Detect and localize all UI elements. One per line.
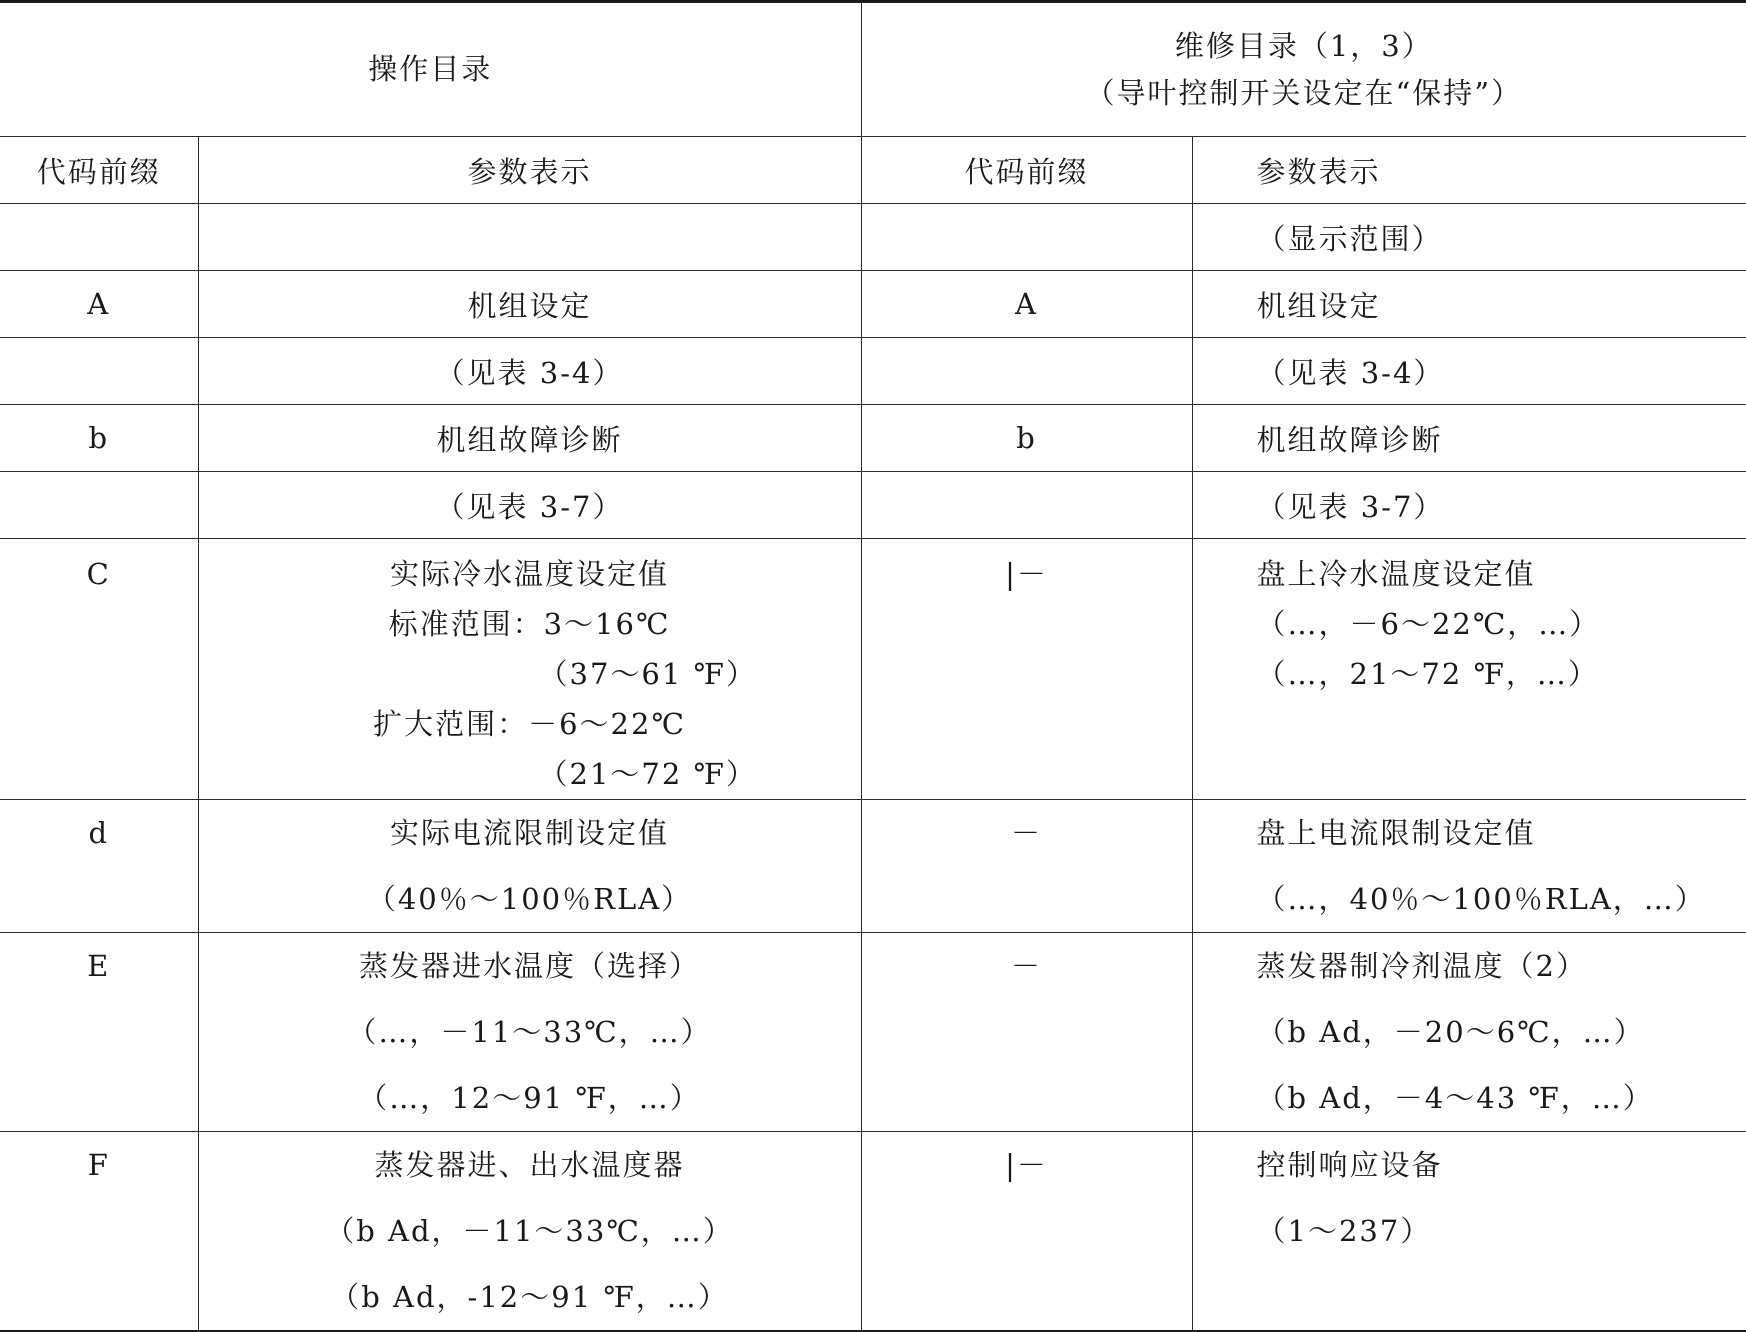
cell-param-service: 机组设定: [1192, 271, 1746, 338]
param-line: （b Ad，－4～43 ℉，…）: [1256, 1081, 1654, 1115]
column-header-param-service: 参数表示: [1192, 137, 1746, 204]
cell-param: 机组故障诊断: [198, 405, 861, 472]
table-row: [0, 472, 1746, 539]
table-row: [0, 539, 1746, 800]
cell-param: [198, 800, 861, 933]
cell-prefix: b: [0, 405, 198, 472]
table-row: [0, 338, 1746, 405]
param-line: （21～72 ℉）: [538, 757, 757, 791]
table-row: [0, 204, 1746, 271]
table-header-row-top: [0, 2, 1746, 137]
cell-empty: [0, 472, 198, 539]
cell-param-service: [1192, 539, 1746, 800]
cell-param: （见表 3-7）: [198, 472, 861, 539]
param-line: 实际电流限制设定值: [390, 816, 670, 850]
param-line: （37～61 ℉）: [538, 657, 757, 691]
service-directory-header: [861, 2, 1746, 137]
cell-prefix: E: [0, 933, 198, 1132]
cell-empty: [861, 204, 1192, 271]
cell-param: [198, 933, 861, 1132]
param-line: （…，21～72 ℉，…）: [1256, 657, 1599, 691]
param-line: （…，－6～22℃，…）: [1256, 607, 1601, 641]
cell-prefix: C: [0, 539, 198, 800]
cell-param-service: （见表 3-7）: [1192, 472, 1746, 539]
cell-display-range: （显示范围）: [1192, 204, 1746, 271]
table-row: [0, 800, 1746, 933]
table-row: [0, 933, 1746, 1132]
column-header-prefix: 代码前缀: [0, 137, 198, 204]
cell-empty: [0, 204, 198, 271]
operation-directory-header: 操作目录: [0, 2, 861, 137]
cell-prefix-service: A: [861, 271, 1192, 338]
param-line: 蒸发器进水温度（选择）: [359, 949, 701, 983]
column-header-param: 参数表示: [198, 137, 861, 204]
cell-param: 机组设定: [198, 271, 861, 338]
param-line: （…，40％～100％RLA，…）: [1256, 882, 1706, 916]
cell-prefix-service: －: [861, 800, 1192, 933]
cell-prefix: F: [0, 1132, 198, 1332]
cell-param: （见表 3-4）: [198, 338, 861, 405]
param-line: 控制响应设备: [1256, 1148, 1443, 1182]
param-line: （b Ad，-12～91 ℉，…）: [330, 1280, 729, 1314]
cell-prefix-service: b: [861, 405, 1192, 472]
cell-prefix-service: －: [861, 933, 1192, 1132]
service-directory-title: 维修目录（1，3）: [1174, 29, 1433, 64]
param-line: 扩大范围：－6～22℃: [373, 707, 686, 741]
param-line: 盘上冷水温度设定值: [1256, 557, 1536, 591]
cell-prefix: d: [0, 800, 198, 933]
param-line: （1～237）: [1256, 1214, 1432, 1248]
param-line: （…，－11～33℃，…）: [347, 1015, 712, 1049]
cell-empty: [861, 338, 1192, 405]
cell-param: [198, 539, 861, 800]
table-header-row-columns: [0, 137, 1746, 204]
cell-param-service: [1192, 1132, 1746, 1332]
table-row: [0, 271, 1746, 338]
cell-param-service: （见表 3-4）: [1192, 338, 1746, 405]
param-line: 实际冷水温度设定值: [390, 557, 670, 591]
cell-empty: [198, 204, 861, 271]
table-row: [0, 1132, 1746, 1332]
service-directory-subtitle: （导叶控制开关设定在“保持”）: [1085, 75, 1523, 110]
column-header-prefix-service: 代码前缀: [861, 137, 1192, 204]
cell-empty: [0, 338, 198, 405]
cell-prefix-service: |－: [861, 1132, 1192, 1332]
param-line: 蒸发器制冷剂温度（2）: [1256, 949, 1587, 983]
param-line: （40％～100％RLA）: [366, 882, 693, 916]
cell-empty: [861, 472, 1192, 539]
param-line: 蒸发器进、出水温度器: [374, 1148, 685, 1182]
cell-param: [198, 1132, 861, 1332]
param-line: 标准范围：3～16℃: [388, 607, 671, 641]
param-line: 盘上电流限制设定值: [1256, 816, 1536, 850]
cell-param-service: 机组故障诊断: [1192, 405, 1746, 472]
cell-prefix: A: [0, 271, 198, 338]
table-row: [0, 405, 1746, 472]
param-line: （b Ad，－20～6℃，…）: [1256, 1015, 1645, 1049]
param-line: （b Ad，－11～33℃，…）: [325, 1214, 734, 1248]
param-line: （…，12～91 ℉，…）: [358, 1081, 701, 1115]
cell-prefix-service: |－: [861, 539, 1192, 800]
cell-param-service: [1192, 933, 1746, 1132]
cell-param-service: [1192, 800, 1746, 933]
